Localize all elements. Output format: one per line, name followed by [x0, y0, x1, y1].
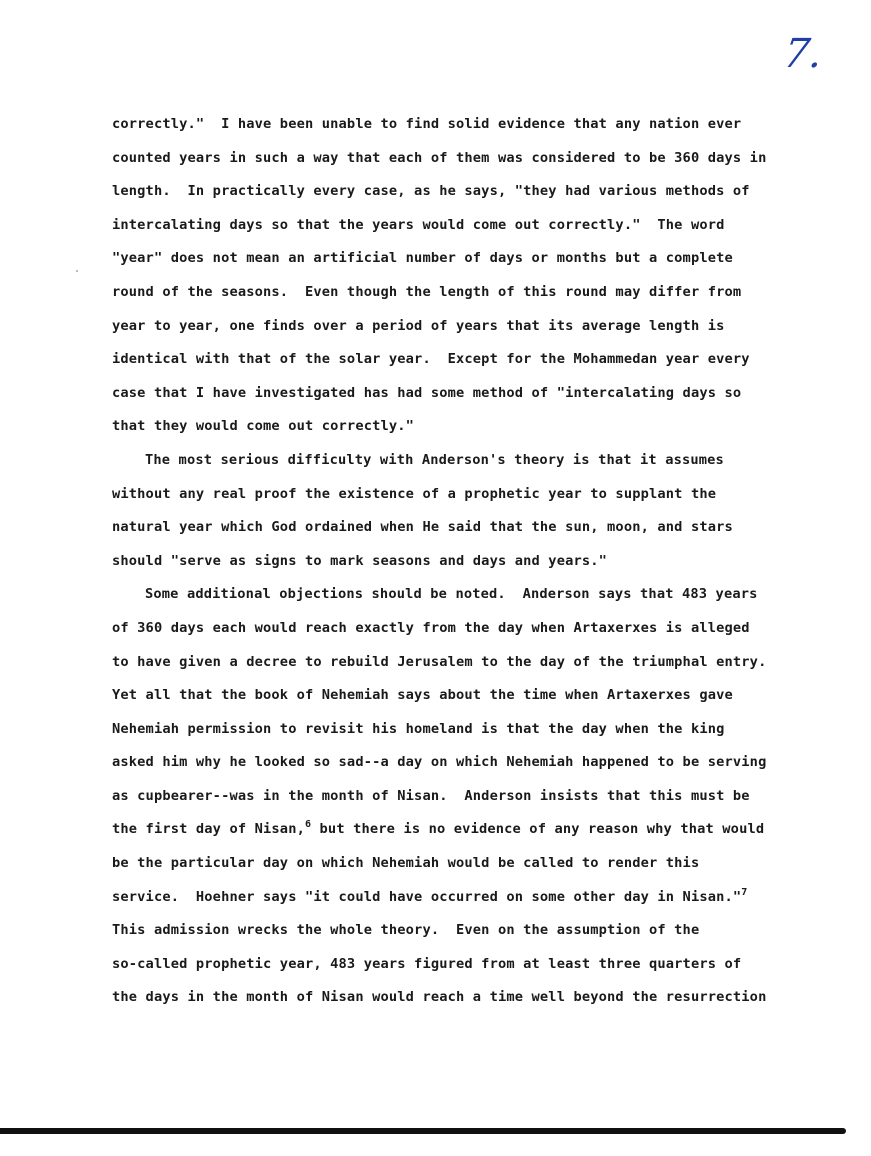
text-line: Yet all that the book of Nehemiah says about the time when Artaxerxes gave: [112, 687, 733, 704]
page-number: 7.: [780, 31, 826, 77]
text-line: natural year which God ordained when He said that the sun, moon, and stars: [112, 519, 733, 536]
bottom-rule: [0, 1128, 846, 1134]
footnote-ref-7: 7: [741, 886, 748, 898]
text-line: as cupbearer--was in the month of Nisan. Anderson insists that this must be: [112, 787, 750, 804]
text-line: asked him why he looked so sad--a day on which Nehemiah happened to be serving: [112, 754, 767, 771]
body-text: [112, 111, 792, 1018]
text-segment: service. Hoehner says "it could have occurred on some other day in Nisan.": [112, 888, 742, 905]
text-line: Nehemiah permission to revisit his homeland is that the day when the king: [112, 720, 725, 737]
text-segment: the first day of Nisan,: [112, 821, 305, 838]
text-line: should "serve as signs to mark seasons and days and years.": [112, 552, 608, 569]
text-line: counted years in such a way that each of them was considered to be 360 days in: [112, 149, 767, 166]
text-line: the days in the month of Nisan would reach a time well beyond the resurrection: [112, 989, 767, 1006]
text-line: intercalating days so that the years would come out correctly." The word: [112, 216, 725, 233]
paragraph-start-line: Some additional objections should be noted. Anderson says that 483 years: [145, 586, 758, 603]
text-line: of 360 days each would reach exactly from the day when Artaxerxes is alleged: [112, 619, 750, 636]
text-segment: but there is no evidence of any reason why that would: [311, 821, 765, 838]
footnote-ref-6: 6: [304, 819, 312, 831]
text-line: that they would come out correctly.": [112, 418, 415, 435]
text-line: be the particular day on which Nehemiah would be called to render this: [112, 855, 700, 872]
text-line: to have given a decree to rebuild Jerusalem to the day of the triumphal entry.: [112, 653, 767, 670]
text-line: This admission wrecks the whole theory. Even on the assumption of the: [112, 922, 700, 939]
text-line: round of the seasons. Even though the length of this round may differ from: [112, 283, 742, 300]
text-line: case that I have investigated has had some method of "intercalating days so: [112, 384, 742, 401]
text-line: year to year, one finds over a period of years that its average length is: [112, 317, 725, 334]
text-line: "year" does not mean an artificial number of days or months but a complete: [112, 250, 733, 267]
scan-speck: [76, 270, 78, 272]
text-line: correctly." I have been unable to find solid evidence that any nation ever: [112, 116, 742, 132]
text-line-with-footnote: [112, 884, 792, 918]
text-line: without any real proof the existence of a prophetic year to supplant the: [112, 485, 717, 502]
text-line: so-called prophetic year, 483 years figured from at least three quarters of: [112, 955, 742, 972]
text-line: length. In practically every case, as he says, "they had various methods of: [112, 183, 750, 200]
text-line-with-footnote: [112, 816, 792, 850]
text-line: identical with that of the solar year. Except for the Mohammedan year every: [112, 351, 750, 368]
paragraph-start-line: The most serious difficulty with Anderson's theory is that it assumes: [145, 451, 724, 468]
